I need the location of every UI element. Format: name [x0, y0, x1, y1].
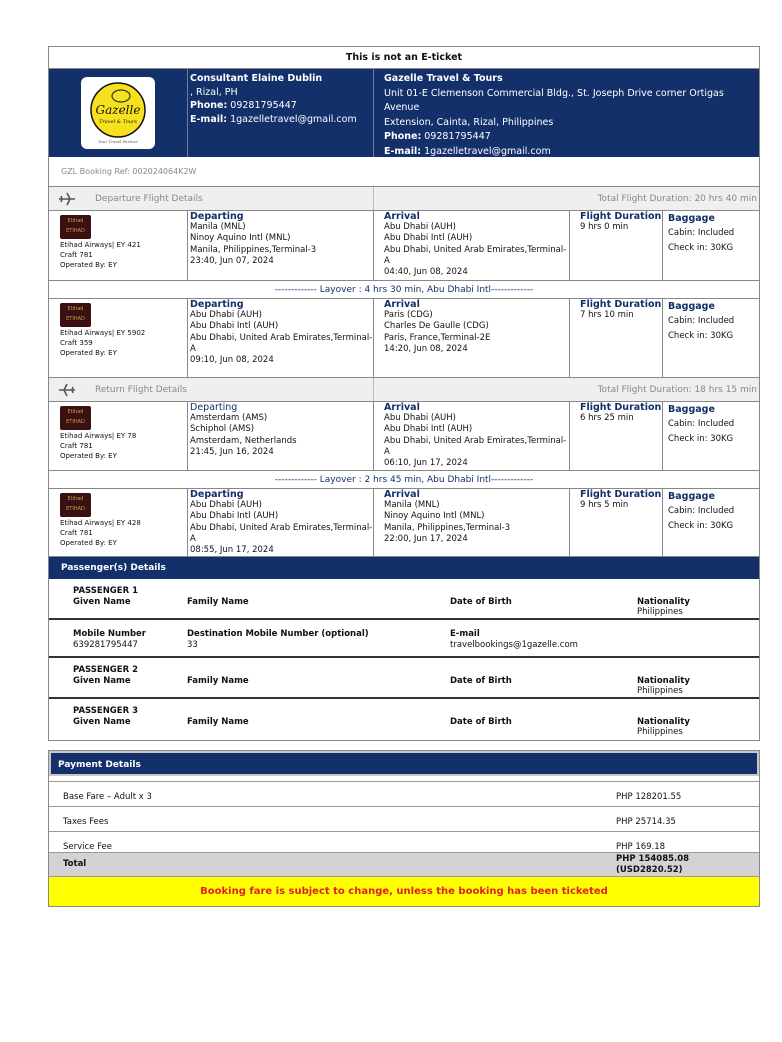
logo-tagline: Your Travel Partner: [98, 139, 138, 144]
dep-airport: Abu Dhabi Intl (AUH): [190, 321, 279, 332]
contact-row: [49, 620, 759, 658]
etihad-logo-icon: Etihad ETIHAD: [60, 215, 91, 239]
taxes-label: Taxes Fees: [63, 817, 109, 827]
operated-by: Operated By: EY: [60, 348, 117, 357]
logo-cell: [49, 69, 188, 157]
airline-cell: [49, 489, 188, 556]
baggage-cell: [663, 402, 759, 470]
layover-info: ------------- Layover : 2 hrs 45 min, Abu Dhabi Intl-------------: [49, 471, 759, 489]
arr-time: 22:00, Jun 17, 2024: [384, 533, 468, 544]
duration-heading: Flight Duration: [580, 402, 662, 413]
departure-title: Departure Flight Details: [85, 187, 374, 210]
arrival-heading: Arrival: [384, 211, 420, 222]
payment-details: [48, 750, 760, 907]
logo-brand: Gazelle: [95, 103, 141, 117]
arr-location: Paris, France,Terminal-2E: [384, 332, 491, 343]
gazelle-logo: [81, 77, 155, 149]
duration-heading: Flight Duration: [580, 489, 662, 500]
arrival-heading: Arrival: [384, 299, 420, 310]
agency-email[interactable]: 1gazelletravel@gmail.com: [424, 145, 551, 157]
email-label: E-mail: [450, 629, 480, 639]
service-fee-label: Service Fee: [63, 842, 112, 852]
dep-location: Abu Dhabi, United Arab Emirates,Terminal-A: [190, 522, 373, 544]
etihad-logo-icon: Etihad ETIHAD: [60, 493, 91, 517]
airline-flight: Etihad Airways| EY 5902: [60, 329, 146, 337]
dep-time: 09:10, Jun 08, 2024: [190, 355, 274, 366]
given-name-label: Given Name: [73, 597, 131, 607]
arr-city: Manila (MNL): [384, 500, 440, 511]
consultant-phone-label: Phone:: [190, 100, 228, 111]
agency-phone: 09281795447: [424, 131, 491, 142]
baggage-cell: [663, 489, 759, 556]
family-name-label: Family Name: [187, 597, 249, 607]
arr-airport: Abu Dhabi Intl (AUH): [384, 233, 473, 244]
fare-change-notice: Booking fare is subject to change, unless the booking has been ticketed: [49, 877, 759, 906]
baggage-heading: Baggage: [668, 404, 715, 415]
passenger-label: PASSENGER 2: [73, 665, 139, 675]
arrival-cell: [374, 299, 570, 377]
family-name-label: Family Name: [187, 676, 249, 686]
mobile-label: Mobile Number: [73, 629, 146, 639]
taxes-row: [49, 807, 759, 832]
dep-time: 08:55, Jun 17, 2024: [190, 545, 274, 556]
baggage-heading: Baggage: [668, 301, 715, 312]
passenger-3-row: [49, 699, 759, 740]
nationality-label: Nationality: [637, 597, 690, 607]
consultant-info: [188, 69, 374, 157]
passenger-label: PASSENGER 3: [73, 706, 139, 716]
base-fare-amount: PHP 128201.55: [616, 792, 682, 802]
return-total-duration: Total Flight Duration: 18 hrs 15 min: [597, 384, 757, 395]
arr-location: Abu Dhabi, United Arab Emirates,Terminal-A: [384, 244, 567, 266]
airline-flight: Etihad Airways| EY 78: [60, 432, 137, 440]
dob-label: Date of Birth: [450, 717, 512, 727]
nationality-value: Philippines: [637, 686, 683, 696]
arrival-heading: Arrival: [384, 489, 420, 500]
base-fare-label: Base Fare – Adult x 3: [63, 792, 152, 802]
duration-value: 6 hrs 25 min: [580, 413, 634, 424]
duration-cell: [570, 211, 663, 280]
duration-value: 9 hrs 5 min: [580, 500, 629, 511]
aircraft: Craft 359: [60, 338, 93, 347]
agency-address-2: Extension, Cainta, Rizal, Philippines: [384, 116, 554, 128]
dep-location: Manila, Philippines,Terminal-3: [190, 244, 317, 255]
checkin-baggage: Check in: 30KG: [668, 521, 734, 531]
duration-value: 7 hrs 10 min: [580, 310, 634, 321]
arr-city: Abu Dhabi (AUH): [384, 413, 456, 424]
arr-airport: Charles De Gaulle (CDG): [384, 321, 489, 332]
baggage-cell: [663, 211, 759, 280]
operated-by: Operated By: EY: [60, 538, 117, 547]
departing-heading: Departing: [190, 299, 244, 310]
airline-cell: [49, 299, 188, 377]
aircraft: Craft 781: [60, 441, 93, 450]
passenger-2-row: [49, 658, 759, 699]
nationality-value: Philippines: [637, 607, 683, 617]
total-usd: (USD2820.52): [616, 865, 683, 875]
logo-sub: Travel & Tours: [99, 119, 137, 125]
dep-location: Amsterdam, Netherlands: [190, 435, 297, 446]
departure-total-duration: Total Flight Duration: 20 hrs 40 min: [597, 193, 757, 204]
total-amount: PHP 154085.08: [616, 854, 690, 864]
dest-mobile-label: Destination Mobile Number (optional): [187, 629, 369, 639]
base-fare-row: [49, 782, 759, 807]
consultant-name: Consultant Elaine Dublin: [190, 73, 323, 84]
service-fee-row: [49, 832, 759, 853]
duration-cell: [570, 489, 663, 556]
dest-mobile-value: 33: [187, 640, 198, 650]
arrival-cell: [374, 402, 570, 470]
nationality-label: Nationality: [637, 717, 690, 727]
operated-by: Operated By: EY: [60, 451, 117, 460]
consultant-email[interactable]: 1gazelletravel@gmail.com: [230, 113, 357, 125]
checkin-baggage: Check in: 30KG: [668, 243, 734, 253]
cabin-baggage: Cabin: Included: [668, 419, 735, 429]
arr-city: Abu Dhabi (AUH): [384, 222, 456, 233]
flight-segment: [49, 299, 759, 378]
departing-cell: [188, 299, 374, 377]
arrival-cell: [374, 489, 570, 556]
itinerary-document: [48, 46, 760, 741]
gazelle-logo-icon: [85, 80, 151, 146]
consultant-phone: 09281795447: [230, 100, 297, 111]
baggage-heading: Baggage: [668, 491, 715, 502]
dep-time: 23:40, Jun 07, 2024: [190, 255, 274, 266]
duration-heading: Flight Duration: [580, 299, 662, 310]
arr-airport: Ninoy Aquino Intl (MNL): [384, 511, 485, 522]
dep-time: 21:45, Jun 16, 2024: [190, 446, 274, 457]
dep-airport: Schiphol (AMS): [190, 424, 255, 435]
departing-heading: Departing: [190, 211, 244, 222]
departing-heading: Departing: [190, 402, 238, 413]
consultant-email-label: E-mail:: [190, 113, 228, 125]
departing-cell: [188, 211, 374, 280]
dob-label: Date of Birth: [450, 597, 512, 607]
airline-cell: [49, 211, 188, 280]
return-section-header: [49, 378, 759, 402]
total-row: [49, 853, 759, 877]
duration-heading: Flight Duration: [580, 211, 662, 222]
arr-airport: Abu Dhabi Intl (AUH): [384, 424, 473, 435]
email-value[interactable]: travelbookings@1gazelle.com: [450, 640, 578, 650]
layover-info: ------------- Layover : 4 hrs 30 min, Abu Dhabi Intl-------------: [49, 281, 759, 299]
family-name-label: Family Name: [187, 717, 249, 727]
total-label: Total: [63, 859, 87, 869]
cabin-baggage: Cabin: Included: [668, 228, 735, 238]
arrival-heading: Arrival: [384, 402, 420, 413]
duration-value: 9 hrs 0 min: [580, 222, 629, 233]
dep-airport: Abu Dhabi Intl (AUH): [190, 511, 279, 522]
aircraft: Craft 781: [60, 250, 93, 259]
consultant-location: , Rizal, PH: [190, 86, 238, 98]
mobile-value: 639281795447: [73, 640, 138, 650]
dep-location: Abu Dhabi, United Arab Emirates,Terminal-A: [190, 332, 373, 354]
flight-segment: [49, 402, 759, 471]
passenger-label: PASSENGER 1: [73, 586, 139, 596]
departing-cell: [188, 402, 374, 470]
checkin-baggage: Check in: 30KG: [668, 331, 734, 341]
cabin-baggage: Cabin: Included: [668, 316, 735, 326]
airplane-return-icon: [49, 383, 85, 397]
duration-cell: [570, 299, 663, 377]
taxes-amount: PHP 25714.35: [616, 817, 676, 827]
dep-city: Amsterdam (AMS): [190, 413, 268, 424]
passengers-header: Passenger(s) Details: [49, 557, 759, 579]
airline-cell: [49, 402, 188, 470]
aircraft: Craft 781: [60, 528, 93, 537]
agency-address-1: Unit 01-E Clemenson Commercial Bldg., St. Joseph Drive corner Ortigas Avenue: [384, 87, 724, 113]
cabin-baggage: Cabin: Included: [668, 506, 735, 516]
dep-city: Manila (MNL): [190, 222, 246, 233]
checkin-baggage: Check in: 30KG: [668, 434, 734, 444]
arr-location: Manila, Philippines,Terminal-3: [384, 522, 511, 533]
agency-phone-label: Phone:: [384, 131, 422, 142]
flight-segment: [49, 211, 759, 281]
agency-name: Gazelle Travel & Tours: [384, 73, 503, 84]
dep-city: Abu Dhabi (AUH): [190, 310, 262, 321]
given-name-label: Given Name: [73, 676, 131, 686]
arr-time: 06:10, Jun 17, 2024: [384, 458, 468, 469]
etihad-logo-icon: Etihad ETIHAD: [60, 406, 91, 430]
booking-ref: GZL Booking Ref: 002024064K2W: [49, 157, 759, 187]
passenger-1-row: [49, 579, 759, 620]
agency-info: [374, 69, 759, 157]
agency-email-label: E-mail:: [384, 145, 422, 157]
operated-by: Operated By: EY: [60, 260, 117, 269]
departure-section-header: [49, 187, 759, 211]
arr-city: Paris (CDG): [384, 310, 433, 321]
nationality-value: Philippines: [637, 727, 683, 737]
arr-location: Abu Dhabi, United Arab Emirates,Terminal-A: [384, 435, 567, 457]
departing-cell: [188, 489, 374, 556]
arrival-cell: [374, 211, 570, 280]
agency-header: [49, 69, 759, 157]
flight-segment: [49, 489, 759, 557]
duration-cell: [570, 402, 663, 470]
return-title: Return Flight Details: [85, 378, 374, 401]
nationality-label: Nationality: [637, 676, 690, 686]
service-fee-amount: PHP 169.18: [616, 842, 666, 852]
dob-label: Date of Birth: [450, 676, 512, 686]
baggage-heading: Baggage: [668, 213, 715, 224]
not-eticket-notice: This is not an E-ticket: [49, 47, 759, 69]
airline-flight: Etihad Airways| EY 428: [60, 519, 141, 527]
dep-city: Abu Dhabi (AUH): [190, 500, 262, 511]
airplane-departure-icon: [49, 192, 85, 206]
payment-header: Payment Details: [49, 751, 759, 776]
baggage-cell: [663, 299, 759, 377]
departing-heading: Departing: [190, 489, 244, 500]
arr-time: 14:20, Jun 08, 2024: [384, 343, 468, 354]
airline-flight: Etihad Airways| EY 421: [60, 241, 141, 249]
etihad-logo-icon: Etihad ETIHAD: [60, 303, 91, 327]
dep-airport: Ninoy Aquino Intl (MNL): [190, 233, 291, 244]
given-name-label: Given Name: [73, 717, 131, 727]
arr-time: 04:40, Jun 08, 2024: [384, 267, 468, 278]
